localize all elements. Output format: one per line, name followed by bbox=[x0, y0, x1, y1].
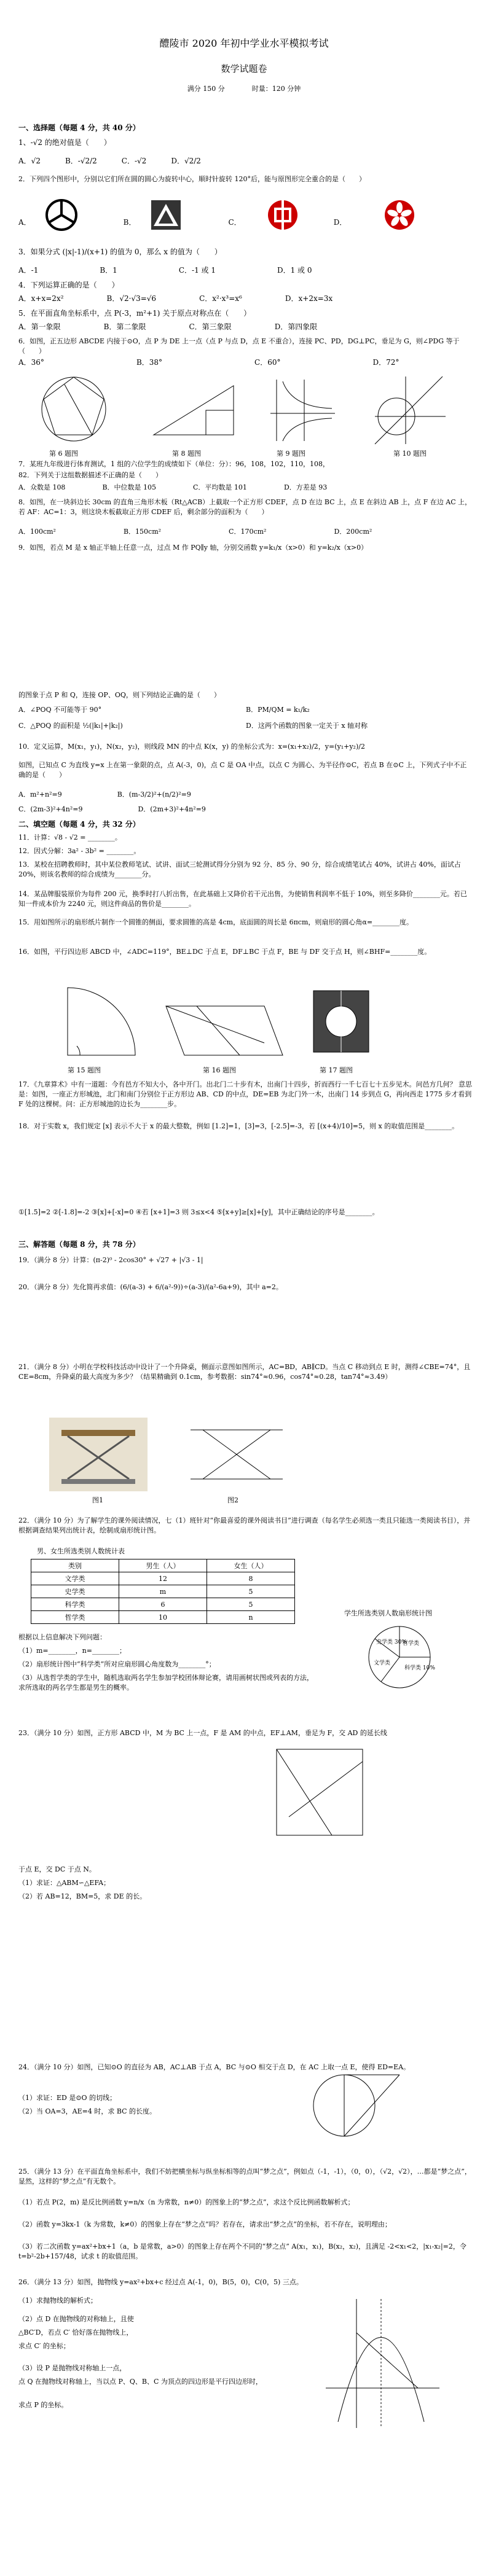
option-c: C．x²·x³=x⁶ bbox=[199, 294, 242, 303]
table-cell: m bbox=[119, 1585, 207, 1598]
table-row bbox=[31, 1611, 295, 1624]
square-abcd-figure bbox=[264, 1743, 375, 1841]
question-20: 20．（满分 8 分）先化简再求值：(6/(a-3) + 6/(a²-9))÷(a-3)/(a²-6a+9)，其中 a=2。 bbox=[18, 1283, 283, 1291]
circle-line-figure bbox=[369, 373, 449, 447]
question-4-options bbox=[18, 294, 473, 303]
question-10-cont: 如图，已知点 C 为直线 y=x 上在第一象限的点，点 A(-3，0)，点 C 是 OA 中点，以点 C 为圆心、为半径作⊙C，若点 B 在⊙C 上，下列式子中不正确的是（ ） bbox=[18, 761, 467, 779]
question-26-part2-cont2: 求点 C′ 的坐标； bbox=[18, 2342, 70, 2350]
figure-caption: 第 15 题图 bbox=[68, 1066, 101, 1074]
question-9-cont: 的图象于点 P 和 Q，连接 OP、OQ，则下列结论正确的是（ ） bbox=[18, 691, 221, 699]
table-cell: n bbox=[207, 1611, 295, 1624]
question-3: 3．如果分式 (|x|-1)/(x+1) 的值为 0，那么 x 的值为（ ） bbox=[18, 248, 222, 256]
exam-title: 醴陵市 2020 年初中学业水平模拟考试 bbox=[159, 37, 329, 49]
gender-category-table bbox=[31, 1559, 295, 1624]
option-d: D．方差是 93 bbox=[283, 483, 328, 491]
section-2-heading: 二、填空题（每题 4 分，共 32 分） bbox=[18, 820, 140, 829]
exam-subtitle: 数学试题卷 bbox=[221, 63, 267, 74]
exam-page bbox=[0, 36, 488, 2576]
right-triangle-square-figure bbox=[148, 380, 240, 441]
option-b: B．√2·√3=√6 bbox=[106, 294, 157, 303]
option-c: C．第三象限 bbox=[189, 322, 232, 331]
figure-caption: 第 16 题图 bbox=[203, 1066, 236, 1074]
question-18: 18．对于实数 x，我们规定 [x] 表示不大于 x 的最大整数，例如 [1.2]=1，[3]=3，[-2.5]=-3，若 [(x+4)/10]=5，则 x 的取值范围是________。 bbox=[18, 1122, 459, 1130]
option-d: D． bbox=[333, 218, 347, 227]
question-26-part2-cont: △BC′D，若点 C′ 恰好落在抛物线上， bbox=[18, 2328, 133, 2336]
option-c: C．60° bbox=[254, 358, 281, 367]
question-14: 14．某品牌服装原价为每件 200 元，换季时打八折出售，在此基础上又降价若干元出售，为使销售利润率不低于 10%，则至多降价________元。若已知一件成本价为 2240 元，则这件商品的售价是________。 bbox=[18, 890, 467, 908]
square-city-figure bbox=[307, 985, 375, 1058]
pie-label: 文学类 bbox=[374, 1660, 391, 1666]
circle-tangent-figure bbox=[295, 2056, 406, 2155]
option-a: A．m²+n²=9 bbox=[18, 790, 62, 798]
lift-table-diagram bbox=[184, 1418, 289, 1491]
question-10-options-row1 bbox=[18, 790, 473, 800]
option-c: C．平均数是 101 bbox=[193, 483, 247, 491]
option-b: B．-√2/2 bbox=[65, 157, 97, 165]
figure-caption: 第 8 题图 bbox=[172, 450, 201, 458]
mercedes-logo-icon bbox=[43, 197, 80, 240]
question-21: 21．（满分 8 分）小明在学校科技活动中设计了一个升降桌，侧面示意图如图所示，AC=BD，AB∥CD。当点 C 移动到点 E 时，测得∠CBE=74°，且 CE=8cm，升降桌的最大高度为多少？（结果精确到 0.1cm，参考数据：sin74°≈0.96，cos74°≈0.28，tan74°≈3.49） bbox=[18, 1363, 471, 1381]
bauhinia-flag-icon bbox=[381, 197, 418, 240]
exam-meta: 满分 150 分 时量：120 分钟 bbox=[187, 85, 301, 93]
question-7-options bbox=[18, 483, 473, 493]
question-19: 19．（满分 8 分）计算：(π-2)⁰ - 2cos30° + √27 + |√3 - 1| bbox=[18, 1256, 203, 1264]
question-25: 25．（满分 13 分）在平面直角坐标系中，我们不妨把横坐标与纵坐标相等的点叫“梦之点”，例如点（-1，-1），（0，0），（√2，√2），…都是“梦之点”，显然，这样的“梦之点”有无数个。 bbox=[18, 2168, 471, 2185]
question-9-option-c: C．△POQ 的面积是 ½(|k₁|+|k₂|) bbox=[18, 722, 123, 730]
question-5-options bbox=[18, 322, 473, 332]
figure-caption: 第 17 题图 bbox=[320, 1066, 353, 1074]
option-a: A． bbox=[18, 218, 31, 227]
table-cell: 文学类 bbox=[31, 1572, 119, 1585]
question-13: 13．某校在招聘教师时，其中某位教师笔试、试讲、面试三轮测试得分分别为 92 分、85 分、90 分，综合成绩笔试占 40%，试讲占 40%，面试占 20%，则该名教师的综合成绩为________分。 bbox=[18, 861, 461, 878]
option-b: B．1 bbox=[100, 266, 117, 275]
table-cell: 5 bbox=[207, 1598, 295, 1611]
section-1-heading: 一、选择题（每题 4 分，共 40 分） bbox=[18, 123, 140, 132]
table-header-cell: 类别 bbox=[31, 1559, 119, 1572]
bank-logo-icon bbox=[264, 197, 301, 240]
table-header-cell: 男生（人） bbox=[119, 1559, 207, 1572]
option-d: D．200cm² bbox=[334, 528, 372, 536]
lift-table-photo bbox=[49, 1418, 148, 1491]
question-26-part2: （2）点 D 在抛物线的对称轴上，且使 bbox=[18, 2315, 134, 2323]
question-22-intro: 根据以上信息解决下列问题： bbox=[18, 1633, 106, 1641]
question-22: 22．（满分 10 分）为了解学生的课外阅读情况，七（1）班针对“你最喜爱的课外阅读书目”进行调查（每名学生必须选一类且只能选一类阅读书目），并根据调查结果列出统计表，绘制成扇形统计图。 bbox=[18, 1516, 471, 1534]
question-6-options bbox=[18, 357, 473, 367]
question-7: 7．某班九年级进行体育测试，1 组的六位学生的成绩如下（单位：分）：96，108，102，110，108， bbox=[18, 460, 329, 468]
table-cell: 12 bbox=[119, 1572, 207, 1585]
option-b: B． bbox=[123, 218, 136, 227]
figure-caption: 第 6 题图 bbox=[49, 450, 78, 458]
question-24-part1: （1）求证：ED 是⊙O 的切线； bbox=[18, 2094, 117, 2102]
parabola-figure bbox=[320, 2296, 443, 2431]
question-9-option-b: B．PM/QM = k₁/k₂ bbox=[246, 706, 310, 714]
question-23: 23．（满分 10 分）如图，正方形 ABCD 中，M 为 BC 上一点，F 是 AM 的中点，EF⊥AM，垂足为 F，交 AD 的延长线 bbox=[18, 1729, 387, 1737]
option-c: C．170cm² bbox=[229, 528, 267, 536]
option-a: A．第一象限 bbox=[18, 322, 61, 331]
question-26-part3: （3）设 P 是抛物线对称轴上一点， bbox=[18, 2364, 127, 2372]
pie-caption: 学生所选类别人数扇形统计图 bbox=[344, 1609, 432, 1617]
question-23-part2: （2）若 AB=12，BM=5，求 DE 的长。 bbox=[18, 1892, 147, 1900]
question-18-options: ①[1.5]=2 ②[-1.8]=-2 ③[x]+[-x]=0 ④若 [x+1]=3 则 3≤x<4 ⑤[x+y]≥[x]+[y]，其中正确结论的序号是________。 bbox=[18, 1208, 379, 1216]
question-23-cont: 于点 E，交 DC 于点 N。 bbox=[18, 1865, 96, 1873]
option-d: D．1 或 0 bbox=[277, 266, 312, 275]
parallelogram-figure bbox=[160, 994, 283, 1061]
question-8: 8．如图，在一块斜边长 30cm 的直角三角形木板（Rt△ACB）上截取一个正方形 CDEF，点 D 在边 BC 上，点 E 在斜边 AB 上，点 F 在边 AC 上，若 AF：AC=1：3，则这块木板截取正方形 CDEF 后，剩余部分的面积为（ ） bbox=[18, 498, 472, 516]
option-b: B．中位数是 105 bbox=[102, 483, 157, 491]
figure-caption: 第 9 题图 bbox=[277, 450, 305, 458]
question-26-part3-cont: 点 Q 在抛物线对称轴上，当以点 P、Q、B、C 为顶点的四边形是平行四边形时， bbox=[18, 2378, 262, 2386]
option-c: C．-1 或 1 bbox=[178, 266, 216, 275]
question-8-options bbox=[18, 527, 473, 537]
table-row bbox=[31, 1572, 295, 1585]
table-row bbox=[31, 1585, 295, 1598]
option-b: B．38° bbox=[136, 358, 163, 367]
question-25-part3: （3）若二次函数 y=ax²+bx+1（a，b 是常数，a>0）的图象上存在两个不同的“梦之点” A(x₁，x₁)，B(x₂，x₂)，且满足 -2<x₁<2，|x₁-x₂|=2，令 t=b²-2b+157/48，试求 t 的取值范围。 bbox=[18, 2242, 466, 2260]
option-d: D．(2m+3)²+4n²=9 bbox=[138, 805, 206, 813]
question-2: 2．下列四个图形中，分别以它们所在圆的圆心为旋转中心，顺时针旋转 120°后，能与原图形完全重合的是（ ） bbox=[18, 175, 366, 183]
question-25-part1: （1）若点 P(2，m) 是反比例函数 y=n/x（n 为常数，n≠0）的图象上的“梦之点”，求这个反比例函数解析式； bbox=[18, 2198, 355, 2206]
triangle-logo-icon bbox=[148, 197, 184, 240]
option-d: D．√2/2 bbox=[171, 157, 201, 165]
pie-label: 哲学类 bbox=[403, 1641, 420, 1647]
figure-caption: 第 10 题图 bbox=[393, 450, 427, 458]
question-9-option-a: A．∠POQ 不可能等于 90° bbox=[18, 706, 102, 714]
table-cell: 科学类 bbox=[31, 1598, 119, 1611]
option-d: D．72° bbox=[372, 358, 399, 367]
figure-caption: 图1 bbox=[92, 1496, 103, 1504]
table-cell: 史学类 bbox=[31, 1585, 119, 1598]
table-header-cell: 女生（人） bbox=[207, 1559, 295, 1572]
question-24-part2: （2）当 OA=3，AE=4 时，求 BC 的长度。 bbox=[18, 2107, 157, 2115]
table-cell: 8 bbox=[207, 1572, 295, 1585]
table-cell: 6 bbox=[119, 1598, 207, 1611]
question-22-part2: （2）扇形统计图中“科学类”所对应扇形圆心角度数为________°； bbox=[18, 1660, 216, 1668]
question-1: 1、-√2 的绝对值是（ ） bbox=[18, 138, 111, 147]
question-26-part3-cont2: 求点 P 的坐标。 bbox=[18, 2401, 68, 2409]
option-a: A．-1 bbox=[18, 266, 39, 275]
question-22-part3: （3）从选哲学类的学生中，随机选取两名学生参加学校团体辩论赛，请用画树状图或列表的方法，求所选取的两名学生都是男生的概率。 bbox=[18, 1674, 313, 1692]
sector-figure bbox=[49, 982, 148, 1061]
table-row bbox=[31, 1598, 295, 1611]
option-a: A．100cm² bbox=[18, 528, 56, 536]
question-9-option-d: D．这两个函数的图象一定关于 x 轴对称 bbox=[246, 722, 368, 730]
table-caption: 男、女生所选类别人数统计表 bbox=[37, 1547, 125, 1555]
figure-caption: 图2 bbox=[227, 1496, 238, 1504]
option-d: D．第四象限 bbox=[274, 322, 318, 331]
pie-label: 史学类 30% bbox=[376, 1639, 407, 1645]
question-3-options bbox=[18, 265, 473, 275]
question-7-cont: 82．下列关于这组数据描述不正确的是（ ） bbox=[18, 471, 162, 479]
question-16: 16．如图，平行四边形 ABCD 中，∠ADC=119°，BE⊥DC 于点 E，DF⊥BC 于点 F，BE 与 DF 交于点 H，则∠BHF=________度。 bbox=[18, 948, 431, 956]
question-25-part2: （2）函数 y=3kx-1（k 为常数，k≠0）的图象上存在“梦之点”吗？若存在，请求出“梦之点”的坐标，若不存在，说明理由； bbox=[18, 2220, 392, 2228]
question-10-options-row2 bbox=[18, 805, 473, 814]
question-26: 26．（满分 13 分）如图，抛物线 y=ax²+bx+c 经过点 A(-1，0)，B(5，0)，C(0，5) 三点。 bbox=[18, 2278, 303, 2286]
option-c: C．-√2 bbox=[121, 157, 147, 165]
question-4: 4．下列运算正确的是（ ） bbox=[18, 281, 119, 289]
option-b: B．第二象限 bbox=[103, 322, 146, 331]
table-header-row bbox=[31, 1559, 295, 1572]
option-a: A．√2 bbox=[18, 157, 41, 165]
question-26-part1: （1）求抛物线的解析式； bbox=[18, 2297, 97, 2305]
option-a: A．36° bbox=[18, 358, 44, 367]
option-d: D．x+2x=3x bbox=[285, 294, 333, 303]
question-5: 5．在平面直角坐标系中，点 P(-3，m²+1) 关于原点对称点在（ ） bbox=[18, 309, 251, 318]
table-cell: 哲学类 bbox=[31, 1611, 119, 1624]
question-12: 12．因式分解：3a² - 3b² = ________。 bbox=[18, 847, 141, 855]
pie-label: 科学类 10% bbox=[404, 1665, 435, 1671]
question-23-part1: （1）求证：△ABM∽△EFA； bbox=[18, 1879, 111, 1887]
question-15: 15．用如图所示的扇形纸片制作一个圆锥的侧面，要求圆锥的高是 4cm，底面圆的周长是 6πcm，则扇形的圆心角α=________度。 bbox=[18, 918, 414, 926]
question-22-part1: （1）m=________，n=________； bbox=[18, 1647, 126, 1655]
table-cell: 10 bbox=[119, 1611, 207, 1624]
option-c: C．(2m-3)²+4n²=9 bbox=[18, 805, 83, 813]
option-a: A．x+x=2x² bbox=[18, 294, 64, 303]
option-b: B．(m-3/2)²+(n/2)²=9 bbox=[117, 790, 191, 798]
question-10: 10．定义运算，M(x₁，y₁)，N(x₂，y₂)，则线段 MN 的中点 K(x，y) 的坐标公式为：x=(x₁+x₂)/2，y=(y₁+y₂)/2 bbox=[18, 743, 365, 751]
option-c: C． bbox=[228, 218, 242, 227]
question-11: 11．计算：√8 - √2 = ________。 bbox=[18, 833, 122, 841]
pentagon-circle-figure bbox=[37, 372, 111, 446]
question-24: 24．（满分 10 分）如图，已知⊙O 的直径为 AB，AC⊥AB 于点 A，BC 与⊙O 相交于点 D，在 AC 上取一点 E，使得 ED=EA。 bbox=[18, 2063, 411, 2071]
option-a: A．众数是 108 bbox=[18, 483, 66, 491]
question-9: 9．如图，若点 M 是 x 轴正半轴上任意一点，过点 M 作 PQ∥y 轴，分别交函数 y=k₁/x（x>0）和 y=k₂/x（x>0） bbox=[18, 544, 368, 552]
question-6: 6．如图，正五边形 ABCDE 内接于⊙O，点 P 为 DE 上一点（点 P 与点 D，点 E 不重合），连接 PC、PD，DG⊥PC，垂足为 G，则∠PDG 等于（ ） bbox=[18, 337, 460, 355]
inverse-function-figure bbox=[258, 377, 338, 444]
section-3-heading: 三、解答题（每题 8 分，共 78 分） bbox=[18, 1240, 140, 1249]
question-1-options bbox=[18, 156, 473, 166]
question-17: 17．《九章算术》中有一道题：今有邑方不知大小，各中开门。出北门二十步有木，出南门十四步，折而西行一千七百七十五步见木。问邑方几何？ 意思是：如图，一座正方形城池，北门和南门分别位于正方形边 AB、CD 的中点，DE=EB 为北门外一木，出南门 14 步到点 G，再向西走 1775 步才看到 F 处的这棵树。问：正方形城池的边长为________步。 bbox=[18, 1080, 472, 1108]
table-cell: 5 bbox=[207, 1585, 295, 1598]
option-b: B．150cm² bbox=[123, 528, 162, 536]
